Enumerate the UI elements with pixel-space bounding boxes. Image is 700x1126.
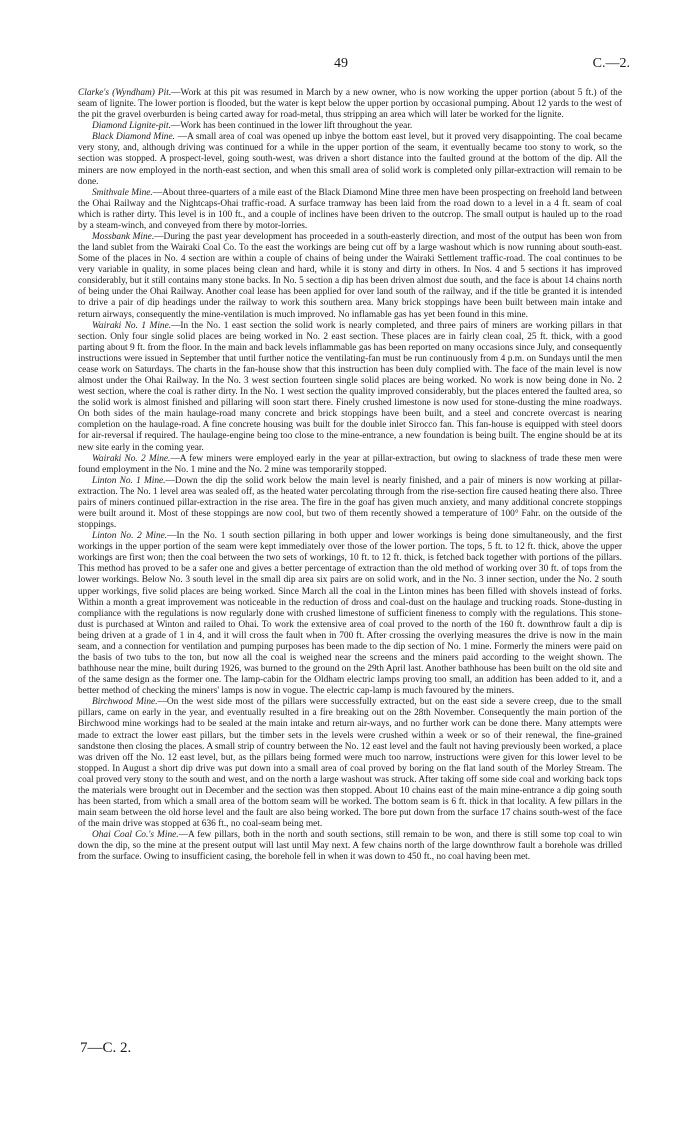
paragraph-diamond-lignite-pit — [78, 121, 622, 132]
paragraph-linton-no2-mine — [78, 531, 622, 697]
paragraph-text: —On the west side most of the pillars were successfully extracted, but on the east side a severe creep, due to the small pillars, came on early in the year, and eventually resulted in a fire breaking out on the 28th November. Consequently the main portion of the Birchwood mine workings had to be sealed at the main intake and return air-ways, and no further work can be done there. Many attempts were made to extract the lower east pillars, but the timber sets in the levels were crushed within a week or so of their renewal, the fine-grained sandstone then closing the places. A small strip of country between the No. 12 east level and the fault not having previously been worked, a place was driven off the No. 12 east level, but, as the pillars being formed were much too narrow, instructions were given for this lower level to be stopped. In August a short dip drive was put down into a small area of coal proved by boring on the flat land south of the Morley Stream. The coal proved very stony to the south and west, and on the north a large washout was struck. After taking off some side coal and working back tops the materials were brought out in December and the section was then stopped. About 10 chains east of the main mine-entrance a dip going south has been started, from which a small area of the bottom seam will be worked. The bottom seam is 6 ft. thick in that locality. A few pillars in the main seam between the old horse level and the fault are also being worked. The bore put down from the surface 17 chains south-west of the face of the main drive was stopped at 636 ft., no coal-seam being met. — [78, 697, 622, 830]
paragraph-smithvale-mine — [78, 188, 622, 232]
paragraph-text: —A few miners were employed early in the year at pillar-extraction, but owing to slackness of trade these men were found employment in the No. 1 mine and the No. 2 mine was temporarily stopped. — [78, 453, 622, 475]
paragraph-wairaki-no2-mine — [78, 454, 622, 476]
document-reference: C.—2. — [592, 56, 630, 71]
paragraph-black-diamond-mine — [78, 132, 622, 187]
paragraph-lead: Linton No. 2 Mine. — [92, 531, 168, 542]
paragraph-wairaki-no1-mine — [78, 321, 622, 454]
paragraph-lead: Smithvale Mine. — [92, 187, 153, 198]
paragraph-text: —During the past year development has proceeded in a south-easterly direction, and most of the output has been won from the land sublet from the Wairaki Coal Co. To the east the workings are being cut off by a large washout which is now running about south-east. Some of the places in No. 4 section are within a couple of chains of being under the Wairaki Settlement traffic-road. The coal continues to be very variable in quality, in some places being clean and hard, while it is stony and dirty in others. In Nos. 4 and 5 sections it has improved considerably, but it still contains many stone backs. In No. 5 section a dip has been driven almost due south, and the face is about 14 chains north of being under the Ohai Railway. Another coal lease has been applied for over land south of the railway, and if the title be granted it is intended to drive a pair of dip headings under the railway to work this southern area. Many brick stoppings have been built between main intake and return airways, consequently the mine-ventilation is much improved. No inflamable gas has yet been found in this mine. — [78, 232, 623, 320]
paragraph-linton-no1-mine — [78, 476, 622, 531]
body-text — [78, 88, 622, 863]
paragraph-lead: Black Diamond Mine. — [92, 132, 175, 143]
paragraph-birchwood-mine — [78, 697, 622, 830]
paragraph-text: —Work has been continued in the lower lift throughout the year. — [170, 121, 413, 132]
paragraph-text: —Work at this pit was resumed in March by a new owner, who is now working the upper portion (about 5 ft.) of the seam of lignite. The lower portion is flooded, but the water is kept below the upper portion by occasional pumping. About 12 yards to the west of the pit the gravel overburden is being carted away for road-metal, thus stripping an area which will later be worked for the lignite. — [78, 88, 622, 121]
paragraph-lead: Diamond Lignite-pit. — [92, 121, 171, 132]
paragraph-text: —In the No. 1 east section the solid work is nearly completed, and three pairs of miners are working pillars in that section. Only four single solid places are being worked in No. 2 east section. These places are in fairly clean coal, 25 ft. thick, with a good parting about 9 ft. from the floor. In the main and back levels inflammable gas has been reported on many occasions since July, and consequently instructions were issued in September that until further notice the ventilating-fan must be run continuously from 4 p.m. on Sundays until the men cease work on Saturdays. The charts in the fan-house show that this instruction has been duly complied with. The face of the main level is now almost under the Ohai Railway. In the No. 3 west section fourteen single solid places are being worked. No work is now being done in No. 2 west section, where the coal is rather dirty. In the No. 1 west section the quality improved considerably, but the places entered the faulted area, so the solid work is almost finished and pillaring will soon start there. Finely crushed limestone is now used for stone-dusting the mine roadways. On both sides of the main haulage-road many concrete and brick stoppings have been built, and a steel and concrete overcast is nearing completion on the haulage-road. A fine concrete housing was built for the double inlet Sirocco fan. This fan-house is equipped with steel doors for air-reversal if required. The haulage-engine being too close to the mine-entrance, a new foundation is being built. The engine should be at its new site early in the coming year. — [78, 320, 622, 453]
paragraph-lead: Mossbank Mine. — [92, 232, 155, 243]
paragraph-lead: Birchwood Mine. — [92, 697, 158, 708]
page-number: 49 — [334, 56, 348, 71]
paragraph-lead: Wairaki No. 1 Mine. — [92, 320, 172, 331]
paragraph-lead: Clarke's (Wyndham) Pit. — [78, 88, 172, 98]
paragraph-text: —About three-quarters of a mile east of the Black Diamond Mine three men have been prospecting on freehold land between the Ohai Railway and the Nightcaps-Ohai traffic-road. A surface tramway has been laid from the road down to a level in a 4 ft. seam of coal which is rather dirty. This level is in 100 ft., and a couple of inclines have been driven to the outcrop. The small output is hauled up to the road by a steam-winch, and conveyed from there by motor-lorries. — [78, 187, 623, 231]
paragraph-text: —A small area of coal was opened up inbye the bottom east level, but it proved very disappointing. The coal became very stony, and, although driving was continued for a while in the upper portion of the seam, it eventually became too stony to work, so the section was stopped. A prospect-level, going south-west, was driven a short distance into the faulted ground at the bottom of the dip. All the miners are now employed in the north-east section, and when this small area of solid work is completed only pillar-extraction will remain to be done. — [78, 132, 622, 187]
paragraph-text: —In the No. 1 south section pillaring in both upper and lower workings is being done simultaneously, and the first workings in the upper portion of the seam were kept immediately over those of the lower portion. The tops, 5 ft. to 12 ft. thick, above the upper workings are first won; then the coal between the two sets of workings, 10 ft. to 12 ft. thick, is fetched back together with portions of the pillars. This method has proved to be a safer one and gives a better percentage of extraction than the old method of working over 30 ft. of tops from the lower workings. Below No. 3 south level in the small dip area six pairs are on solid work, and in the No. 3 inner section, under the No. 2 south upper workings, five solid places are being worked. Since March all the coal in the Linton mines has been filled with shovels instead of forks. Within a month a great improvement was noticeable in the reduction of dross and coal-dust on the haulage and trucking roads. Stone-dusting in compliance with the regulations is now regularly done with crushed limestone of sufficient fineness to comply with the regulations. This stone-dust is purchased at Winton and railed to Ohai. To work the extensive area of coal proved to the north of the 160 ft. downthrow fault a dip is being driven at a grade of 1 in 4, and it will cross the fault when in 700 ft. After crossing the overlying measures the drive is now in the main seam, and a connection for ventilation and pumping purposes has been made to the dip section of No. 1 mine. Formerly the miners were paid on the basis of two tubs to the ton, but now all the coal is weighed near the screens and the miners paid according to the weight shown. The bathhouse near the mine, built during 1926, was burned to the ground on the 29th April last. Another bathhouse has been built on the old site and of the same design as the former one. The lamp-cabin for the Oldham electric lamps proving too small, an addition has been added to it, and a better method of checking the miners' lamps is now in vogue. The electric cap-lamp is much favoured by the miners. — [78, 531, 623, 697]
paragraph-text: —A few pillars, both in the north and south sections, still remain to be won, and there is still some top coal to win down the dip, so the mine at the present output will last until May next. A few chains north of the large downthrow fault a borehole was drilled from the surface. Owing to insufficient casing, the borehole fell in when it was down to 450 ft., no coal having been met. — [78, 830, 622, 863]
paragraph-lead: Linton No. 1 Mine. — [92, 475, 166, 486]
paragraph-lead: Wairaki No. 2 Mine. — [92, 453, 171, 464]
page-footer-reference: 7—C. 2. — [80, 1040, 132, 1056]
paragraph-clarkes-pit — [78, 88, 622, 121]
paragraph-mossbank-mine — [78, 232, 622, 321]
paragraph-lead: Ohai Coal Co.'s Mine. — [92, 830, 179, 841]
paragraph-ohai-coal-mine — [78, 830, 622, 863]
page-header — [0, 56, 700, 80]
paragraph-text: —Down the dip the solid work below the main level is nearly finished, and a pair of miners is now working at pillar-extraction. The No. 1 level area was sealed off, as the heated water percolating through from the rise-section fire caused heating there also. Three pairs of miners continued pillar-extraction in the rise area. The fire in the goaf has given much anxiety, and many additional concrete stoppings were built around it. Most of these stoppings are now cool, but two of them recently showed a temperature of 100° Fahr. on the outside of the stoppings. — [78, 475, 623, 531]
